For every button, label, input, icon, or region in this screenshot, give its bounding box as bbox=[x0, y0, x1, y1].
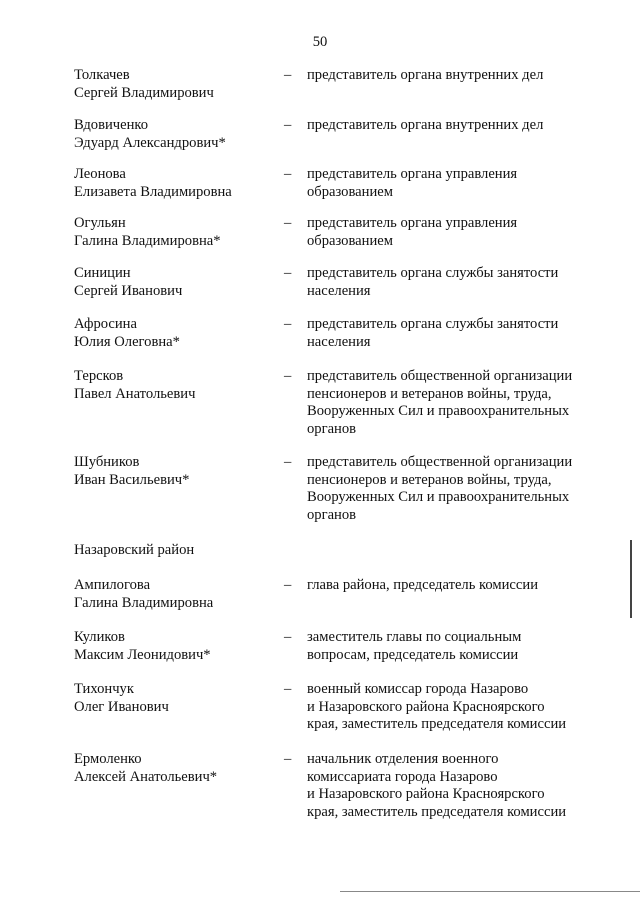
member-role-line: начальник отделения военного bbox=[307, 751, 499, 767]
bottom-rule bbox=[340, 891, 640, 892]
dash: – bbox=[284, 368, 292, 384]
member-name bbox=[74, 751, 274, 786]
member-given-names: Максим Леонидович* bbox=[74, 646, 211, 663]
member-given-names: Сергей Иванович bbox=[74, 282, 183, 299]
dash: – bbox=[284, 751, 292, 767]
member-role-line: органов bbox=[307, 420, 357, 437]
member-role-line: органов bbox=[307, 506, 357, 523]
member-given-names: Галина Владимировна bbox=[74, 594, 214, 611]
member-given-names: Олег Иванович bbox=[74, 698, 169, 715]
member-role-line: Вооруженных Сил и правоохранительных bbox=[307, 403, 570, 419]
member-given-names: Алексей Анатольевич* bbox=[74, 768, 218, 785]
member-role bbox=[307, 454, 607, 524]
dash: – bbox=[284, 629, 292, 645]
member-name bbox=[74, 215, 274, 250]
member-role bbox=[307, 577, 607, 595]
member-role bbox=[307, 166, 607, 201]
member-role bbox=[307, 368, 607, 438]
scan-edge-mark bbox=[630, 540, 632, 618]
member-name bbox=[74, 67, 274, 102]
member-surname: Ампилогова bbox=[74, 577, 151, 593]
member-role-line: глава района, председатель комиссии bbox=[307, 577, 539, 593]
member-surname: Толкачев bbox=[74, 67, 130, 83]
member-role-line: пенсионеров и ветеранов войны, труда, bbox=[307, 471, 552, 488]
member-role-line: образованием bbox=[307, 183, 393, 200]
member-surname: Шубников bbox=[74, 454, 140, 470]
member-name bbox=[74, 454, 274, 489]
member-role-line: представитель органа службы занятости bbox=[307, 316, 559, 332]
member-name bbox=[74, 316, 274, 351]
member-role-line: пенсионеров и ветеранов войны, труда, bbox=[307, 385, 552, 402]
section-title: Назаровский район bbox=[74, 542, 195, 558]
member-role-line: представитель органа управления bbox=[307, 166, 518, 182]
member-given-names: Сергей Владимирович bbox=[74, 84, 214, 101]
member-surname: Афросина bbox=[74, 316, 137, 332]
member-role-line: вопросам, председатель комиссии bbox=[307, 646, 519, 663]
dash: – bbox=[284, 67, 292, 83]
dash: – bbox=[284, 265, 292, 281]
member-role bbox=[307, 629, 607, 664]
member-role-line: представитель органа управления bbox=[307, 215, 518, 231]
member-role-line: Вооруженных Сил и правоохранительных bbox=[307, 489, 570, 505]
member-given-names: Елизавета Владимировна bbox=[74, 183, 232, 200]
member-role-line: заместитель главы по социальным bbox=[307, 629, 522, 645]
member-role-line: представитель общественной организации bbox=[307, 368, 573, 384]
member-role bbox=[307, 215, 607, 250]
member-given-names: Галина Владимировна* bbox=[74, 232, 221, 249]
member-role-line: представитель органа внутренних дел bbox=[307, 117, 544, 133]
member-role bbox=[307, 117, 607, 135]
member-role-line: военный комиссар города Назарово bbox=[307, 681, 529, 697]
member-given-names: Юлия Олеговна* bbox=[74, 333, 180, 350]
member-name bbox=[74, 681, 274, 716]
dash: – bbox=[284, 215, 292, 231]
member-surname: Огульян bbox=[74, 215, 126, 231]
member-role-line: представитель органа внутренних дел bbox=[307, 67, 544, 83]
member-role bbox=[307, 265, 607, 300]
member-role-line: и Назаровского района Красноярского bbox=[307, 786, 545, 802]
member-surname: Куликов bbox=[74, 629, 125, 645]
member-given-names: Иван Васильевич* bbox=[74, 471, 190, 488]
member-name bbox=[74, 368, 274, 403]
member-role-line: представитель органа службы занятости bbox=[307, 265, 559, 281]
member-given-names: Павел Анатольевич bbox=[74, 385, 196, 402]
member-role-line: и Назаровского района Красноярского bbox=[307, 698, 545, 715]
dash: – bbox=[284, 316, 292, 332]
member-role bbox=[307, 67, 607, 85]
page-number: 50 bbox=[312, 34, 328, 50]
member-role bbox=[307, 681, 607, 734]
dash: – bbox=[284, 166, 292, 182]
member-role-line: края, заместитель председателя комиссии bbox=[307, 716, 567, 732]
member-name bbox=[74, 117, 274, 152]
member-surname: Леонова bbox=[74, 166, 126, 182]
member-role bbox=[307, 751, 607, 821]
dash: – bbox=[284, 577, 292, 593]
member-given-names: Эдуард Александрович* bbox=[74, 134, 226, 151]
member-role-line: образованием bbox=[307, 232, 393, 249]
dash: – bbox=[284, 454, 292, 470]
dash: – bbox=[284, 681, 292, 697]
member-surname: Тихончук bbox=[74, 681, 134, 697]
member-name bbox=[74, 629, 274, 664]
member-role-line: представитель общественной организации bbox=[307, 454, 573, 470]
member-surname: Терсков bbox=[74, 368, 124, 384]
member-surname: Ермоленко bbox=[74, 751, 142, 767]
member-role-line: населения bbox=[307, 333, 371, 350]
member-name bbox=[74, 166, 274, 201]
member-role bbox=[307, 316, 607, 351]
member-role-line: населения bbox=[307, 282, 371, 299]
dash: – bbox=[284, 117, 292, 133]
member-surname: Синицин bbox=[74, 265, 131, 281]
member-name bbox=[74, 265, 274, 300]
member-role-line: края, заместитель председателя комиссии bbox=[307, 803, 567, 820]
member-name bbox=[74, 577, 274, 612]
member-role-line: комиссариата города Назарово bbox=[307, 768, 498, 785]
member-surname: Вдовиченко bbox=[74, 117, 149, 133]
